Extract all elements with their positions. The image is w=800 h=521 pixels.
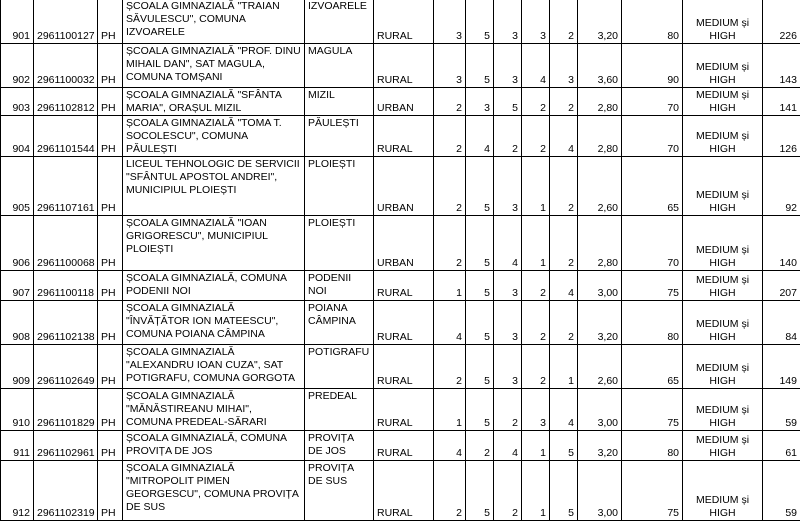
score-1-cell: 2	[434, 216, 466, 271]
percentage-cell: 75	[622, 271, 683, 301]
county-cell: PH	[98, 345, 123, 389]
county-cell: PH	[98, 431, 123, 461]
table-row	[1, 345, 800, 389]
level-cell: MEDIUM și HIGH	[683, 157, 763, 216]
locality-cell: PREDEAL	[305, 389, 374, 431]
area-type-cell: RURAL	[374, 461, 434, 521]
score-3-cell: 3	[494, 44, 522, 88]
row-number-cell: 909	[1, 345, 34, 389]
area-type-cell: URBAN	[374, 157, 434, 216]
table-row	[1, 431, 800, 461]
score-1-cell: 3	[434, 0, 466, 44]
school-code-cell: 2961107161	[34, 157, 98, 216]
score-4-cell: 2	[522, 116, 550, 157]
level-cell: MEDIUM și HIGH	[683, 44, 763, 88]
score-2-cell: 5	[466, 345, 494, 389]
school-name-cell: ȘCOALA GIMNAZIALĂ "IOAN GRIGORESCU", MUNICIPIUL PLOIEȘTI	[123, 216, 305, 271]
score-2-cell: 5	[466, 157, 494, 216]
school-name-cell: ȘCOALA GIMNAZIALĂ "ÎNVĂȚĂTOR ION MATEESCU", COMUNA POIANA CÂMPINA	[123, 301, 305, 345]
average-score-cell: 2,60	[578, 157, 622, 216]
score-2-cell: 5	[466, 0, 494, 44]
locality-cell: PROVIȚA DE SUS	[305, 461, 374, 521]
score-4-cell: 1	[522, 216, 550, 271]
score-1-cell: 2	[434, 88, 466, 116]
score-5-cell: 2	[550, 157, 578, 216]
percentage-cell: 65	[622, 157, 683, 216]
score-1-cell: 3	[434, 44, 466, 88]
score-4-cell: 2	[522, 88, 550, 116]
score-1-cell: 2	[434, 461, 466, 521]
row-number-cell: 903	[1, 88, 34, 116]
score-5-cell: 4	[550, 389, 578, 431]
school-name-cell: ȘCOALA GIMNAZIALĂ "MĂNĂSTIREANU MIHAI", COMUNA PREDEAL-SĂRARI	[123, 389, 305, 431]
school-name-cell: ȘCOALA GIMNAZIALĂ, COMUNA PROVIȚA DE JOS	[123, 431, 305, 461]
average-score-cell: 2,60	[578, 345, 622, 389]
score-3-cell: 5	[494, 88, 522, 116]
percentage-cell: 70	[622, 116, 683, 157]
school-name-cell: ȘCOALA GIMNAZIALĂ "TOMA T. SOCOLESCU", COMUNA PĂULEȘTI	[123, 116, 305, 157]
county-cell: PH	[98, 0, 123, 44]
score-2-cell: 5	[466, 271, 494, 301]
score-1-cell: 4	[434, 431, 466, 461]
school-name-cell: ȘCOALA GIMNAZIALĂ "ALEXANDRU IOAN CUZA", SAT POTIGRAFU, COMUNA GORGOTA	[123, 345, 305, 389]
table-row	[1, 389, 800, 431]
score-5-cell: 4	[550, 271, 578, 301]
percentage-cell: 80	[622, 301, 683, 345]
percentage-cell: 70	[622, 88, 683, 116]
table-row	[1, 216, 800, 271]
total-cell: 226	[763, 0, 800, 44]
score-5-cell: 2	[550, 0, 578, 44]
score-1-cell: 2	[434, 116, 466, 157]
county-cell: PH	[98, 389, 123, 431]
county-cell: PH	[98, 301, 123, 345]
total-cell: 84	[763, 301, 800, 345]
average-score-cell: 3,60	[578, 44, 622, 88]
score-5-cell: 2	[550, 88, 578, 116]
school-code-cell: 2961100032	[34, 44, 98, 88]
score-1-cell: 2	[434, 157, 466, 216]
row-number-cell: 908	[1, 301, 34, 345]
school-code-cell: 2961100068	[34, 216, 98, 271]
table-row	[1, 116, 800, 157]
average-score-cell: 3,00	[578, 461, 622, 521]
school-code-cell: 2961102649	[34, 345, 98, 389]
score-2-cell: 5	[466, 301, 494, 345]
area-type-cell: RURAL	[374, 271, 434, 301]
area-type-cell: RURAL	[374, 431, 434, 461]
row-number-cell: 902	[1, 44, 34, 88]
score-2-cell: 5	[466, 389, 494, 431]
school-name-cell: ȘCOALA GIMNAZIALĂ "PROF. DINU MIHAIL DAN", SAT MAGULA, COMUNA TOMȘANI	[123, 44, 305, 88]
row-number-cell: 906	[1, 216, 34, 271]
total-cell: 207	[763, 271, 800, 301]
school-name-cell: ȘCOALA GIMNAZIALĂ "SFÂNTA MARIA", ORAȘUL MIZIL	[123, 88, 305, 116]
county-cell: PH	[98, 216, 123, 271]
percentage-cell: 75	[622, 389, 683, 431]
score-5-cell: 2	[550, 216, 578, 271]
locality-cell: POIANA CÂMPINA	[305, 301, 374, 345]
county-cell: PH	[98, 157, 123, 216]
school-code-cell: 2961102319	[34, 461, 98, 521]
score-2-cell: 4	[466, 116, 494, 157]
average-score-cell: 2,80	[578, 88, 622, 116]
percentage-cell: 75	[622, 461, 683, 521]
percentage-cell: 80	[622, 0, 683, 44]
score-3-cell: 2	[494, 116, 522, 157]
level-cell: MEDIUM și HIGH	[683, 271, 763, 301]
level-cell: MEDIUM și HIGH	[683, 389, 763, 431]
table-row	[1, 157, 800, 216]
school-name-cell: ȘCOALA GIMNAZIALĂ "MITROPOLIT PIMEN GEORGESCU", COMUNA PROVIȚA DE SUS	[123, 461, 305, 521]
score-2-cell: 3	[466, 88, 494, 116]
area-type-cell: RURAL	[374, 0, 434, 44]
score-3-cell: 2	[494, 389, 522, 431]
school-code-cell: 2961101544	[34, 116, 98, 157]
score-2-cell: 2	[466, 431, 494, 461]
score-4-cell: 1	[522, 461, 550, 521]
row-number-cell: 905	[1, 157, 34, 216]
level-cell: MEDIUM și HIGH	[683, 431, 763, 461]
total-cell: 59	[763, 389, 800, 431]
average-score-cell: 3,20	[578, 301, 622, 345]
score-3-cell: 3	[494, 301, 522, 345]
level-cell: MEDIUM și HIGH	[683, 345, 763, 389]
score-4-cell: 4	[522, 44, 550, 88]
total-cell: 149	[763, 345, 800, 389]
level-cell: MEDIUM și HIGH	[683, 0, 763, 44]
score-2-cell: 5	[466, 216, 494, 271]
county-cell: PH	[98, 44, 123, 88]
table-row	[1, 301, 800, 345]
row-number-cell: 911	[1, 431, 34, 461]
row-number-cell: 907	[1, 271, 34, 301]
score-3-cell: 3	[494, 0, 522, 44]
score-4-cell: 2	[522, 301, 550, 345]
score-4-cell: 3	[522, 0, 550, 44]
row-number-cell: 912	[1, 461, 34, 521]
score-5-cell: 5	[550, 431, 578, 461]
area-type-cell: RURAL	[374, 301, 434, 345]
locality-cell: PĂULEȘTI	[305, 116, 374, 157]
row-number-cell: 904	[1, 116, 34, 157]
percentage-cell: 80	[622, 431, 683, 461]
locality-cell: PROVIȚA DE JOS	[305, 431, 374, 461]
score-1-cell: 1	[434, 271, 466, 301]
school-name-cell: ȘCOALA GIMNAZIALĂ, COMUNA PODENII NOI	[123, 271, 305, 301]
locality-cell: MAGULA	[305, 44, 374, 88]
total-cell: 141	[763, 88, 800, 116]
percentage-cell: 90	[622, 44, 683, 88]
table-row	[1, 44, 800, 88]
score-1-cell: 2	[434, 345, 466, 389]
school-name-cell: LICEUL TEHNOLOGIC DE SERVICII "SFÂNTUL APOSTOL ANDREI", MUNICIPIUL PLOIEȘTI	[123, 157, 305, 216]
school-code-cell: 2961102961	[34, 431, 98, 461]
school-code-cell: 2961102138	[34, 301, 98, 345]
row-number-cell: 910	[1, 389, 34, 431]
score-2-cell: 5	[466, 44, 494, 88]
score-5-cell: 1	[550, 345, 578, 389]
row-number-cell: 901	[1, 0, 34, 44]
total-cell: 59	[763, 461, 800, 521]
score-3-cell: 2	[494, 461, 522, 521]
locality-cell: PODENII NOI	[305, 271, 374, 301]
school-code-cell: 2961102812	[34, 88, 98, 116]
school-name-cell: ȘCOALA GIMNAZIALĂ "TRAIAN SĂVULESCU", COMUNA IZVOARELE	[123, 0, 305, 44]
average-score-cell: 3,00	[578, 389, 622, 431]
table-body	[1, 0, 800, 521]
locality-cell: PLOIEȘTI	[305, 157, 374, 216]
average-score-cell: 3,00	[578, 271, 622, 301]
total-cell: 61	[763, 431, 800, 461]
percentage-cell: 65	[622, 345, 683, 389]
total-cell: 126	[763, 116, 800, 157]
score-3-cell: 3	[494, 157, 522, 216]
score-4-cell: 1	[522, 157, 550, 216]
table-row	[1, 88, 800, 116]
score-1-cell: 4	[434, 301, 466, 345]
level-cell: MEDIUM și HIGH	[683, 461, 763, 521]
score-3-cell: 4	[494, 431, 522, 461]
area-type-cell: RURAL	[374, 389, 434, 431]
county-cell: PH	[98, 88, 123, 116]
score-3-cell: 3	[494, 345, 522, 389]
county-cell: PH	[98, 461, 123, 521]
county-cell: PH	[98, 116, 123, 157]
average-score-cell: 2,80	[578, 116, 622, 157]
total-cell: 143	[763, 44, 800, 88]
score-5-cell: 2	[550, 301, 578, 345]
level-cell: MEDIUM și HIGH	[683, 301, 763, 345]
score-5-cell: 3	[550, 44, 578, 88]
score-5-cell: 4	[550, 116, 578, 157]
score-4-cell: 3	[522, 389, 550, 431]
score-3-cell: 4	[494, 216, 522, 271]
average-score-cell: 2,80	[578, 216, 622, 271]
score-4-cell: 1	[522, 431, 550, 461]
school-code-cell: 2961100118	[34, 271, 98, 301]
school-code-cell: 2961100127	[34, 0, 98, 44]
percentage-cell: 70	[622, 216, 683, 271]
score-4-cell: 2	[522, 345, 550, 389]
school-code-cell: 2961101829	[34, 389, 98, 431]
total-cell: 140	[763, 216, 800, 271]
locality-cell: PLOIEȘTI	[305, 216, 374, 271]
total-cell: 92	[763, 157, 800, 216]
average-score-cell: 3,20	[578, 0, 622, 44]
level-cell: MEDIUM și HIGH	[683, 116, 763, 157]
table-row	[1, 461, 800, 521]
table-row	[1, 0, 800, 44]
score-3-cell: 3	[494, 271, 522, 301]
area-type-cell: URBAN	[374, 216, 434, 271]
area-type-cell: RURAL	[374, 345, 434, 389]
score-1-cell: 1	[434, 389, 466, 431]
average-score-cell: 3,20	[578, 431, 622, 461]
locality-cell: IZVOARELE	[305, 0, 374, 44]
score-4-cell: 2	[522, 271, 550, 301]
level-cell: MEDIUM și HIGH	[683, 88, 763, 116]
locality-cell: POTIGRAFU	[305, 345, 374, 389]
locality-cell: MIZIL	[305, 88, 374, 116]
score-5-cell: 5	[550, 461, 578, 521]
table-row	[1, 271, 800, 301]
score-2-cell: 5	[466, 461, 494, 521]
area-type-cell: RURAL	[374, 44, 434, 88]
level-cell: MEDIUM și HIGH	[683, 216, 763, 271]
area-type-cell: RURAL	[374, 116, 434, 157]
area-type-cell: URBAN	[374, 88, 434, 116]
county-cell: PH	[98, 271, 123, 301]
